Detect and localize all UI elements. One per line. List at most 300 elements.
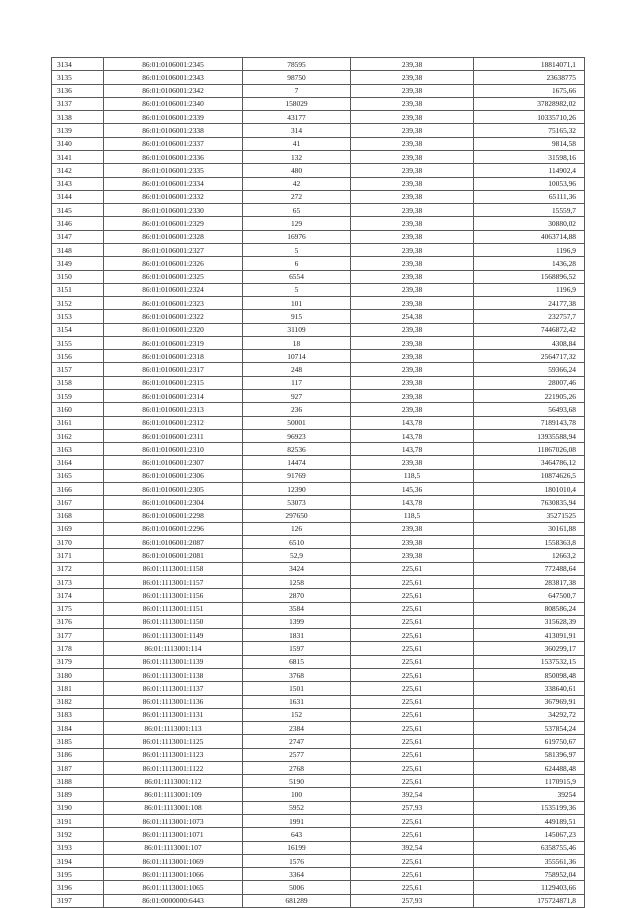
area-cell: 1597 <box>243 642 351 655</box>
area-cell: 152 <box>243 708 351 721</box>
cadastral-number-cell: 86:01:0106001:2325 <box>104 270 243 283</box>
area-cell: 3768 <box>243 668 351 681</box>
area-cell: 1831 <box>243 629 351 642</box>
cadastral-value-cell: 59366,24 <box>474 363 585 376</box>
row-number-cell: 3135 <box>52 71 104 84</box>
rate-cell: 225,61 <box>351 735 474 748</box>
row-number-cell: 3139 <box>52 124 104 137</box>
table-row <box>52 828 585 841</box>
table-row <box>52 124 585 137</box>
cadastral-number-cell: 86:01:0106001:2319 <box>104 336 243 349</box>
cadastral-value-cell: 1801010,4 <box>474 483 585 496</box>
cadastral-number-cell: 86:01:1113001:1138 <box>104 668 243 681</box>
rate-cell: 225,61 <box>351 615 474 628</box>
cadastral-value-cell: 10335710,26 <box>474 111 585 124</box>
table-row <box>52 350 585 363</box>
cadastral-number-cell: 86:01:0106001:2320 <box>104 323 243 336</box>
cadastral-value-cell: 355561,36 <box>474 854 585 867</box>
area-cell: 2577 <box>243 748 351 761</box>
rate-cell: 225,61 <box>351 589 474 602</box>
row-number-cell: 3191 <box>52 815 104 828</box>
table-row <box>52 602 585 615</box>
table-row <box>52 761 585 774</box>
area-cell: 117 <box>243 376 351 389</box>
area-cell: 1991 <box>243 815 351 828</box>
row-number-cell: 3158 <box>52 376 104 389</box>
cadastral-value-cell: 1675,66 <box>474 84 585 97</box>
rate-cell: 239,38 <box>351 283 474 296</box>
area-cell: 96923 <box>243 429 351 442</box>
area-cell: 100 <box>243 788 351 801</box>
rate-cell: 254,38 <box>351 310 474 323</box>
cadastral-value-cell: 37828982,02 <box>474 97 585 110</box>
rate-cell: 225,61 <box>351 854 474 867</box>
cadastral-number-cell: 86:01:0106001:2337 <box>104 137 243 150</box>
table-row <box>52 190 585 203</box>
table-row <box>52 376 585 389</box>
rate-cell: 239,38 <box>351 522 474 535</box>
table-row <box>52 164 585 177</box>
rate-cell: 239,38 <box>351 111 474 124</box>
rate-cell: 239,38 <box>351 456 474 469</box>
cadastral-value-cell: 1170915,9 <box>474 775 585 788</box>
row-number-cell: 3197 <box>52 894 104 907</box>
table-row <box>52 310 585 323</box>
cadastral-number-cell: 86:01:1113001:1131 <box>104 708 243 721</box>
area-cell: 1399 <box>243 615 351 628</box>
row-number-cell: 3187 <box>52 761 104 774</box>
area-cell: 2384 <box>243 722 351 735</box>
cadastral-value-cell: 24177,38 <box>474 297 585 310</box>
row-number-cell: 3180 <box>52 668 104 681</box>
rate-cell: 225,61 <box>351 815 474 828</box>
area-cell: 78595 <box>243 58 351 71</box>
cadastral-value-cell: 39254 <box>474 788 585 801</box>
row-number-cell: 3169 <box>52 522 104 535</box>
rate-cell: 239,38 <box>351 297 474 310</box>
cadastral-number-cell: 86:01:1113001:1149 <box>104 629 243 642</box>
area-cell: 16976 <box>243 230 351 243</box>
cadastral-number-cell: 86:01:0106001:2322 <box>104 310 243 323</box>
table-row <box>52 642 585 655</box>
table-row <box>52 522 585 535</box>
area-cell: 480 <box>243 164 351 177</box>
table-row <box>52 868 585 881</box>
cadastral-number-cell: 86:01:0106001:2345 <box>104 58 243 71</box>
row-number-cell: 3159 <box>52 390 104 403</box>
cadastral-value-cell: 647500,7 <box>474 589 585 602</box>
area-cell: 1501 <box>243 682 351 695</box>
cadastral-number-cell: 86:01:0106001:2304 <box>104 496 243 509</box>
cadastral-value-cell: 35271525 <box>474 509 585 522</box>
table-row <box>52 788 585 801</box>
table-row <box>52 775 585 788</box>
area-cell: 927 <box>243 390 351 403</box>
row-number-cell: 3183 <box>52 708 104 721</box>
cadastral-value-cell: 221905,26 <box>474 390 585 403</box>
cadastral-value-cell: 7446872,42 <box>474 323 585 336</box>
table-row <box>52 204 585 217</box>
cadastral-value-cell: 619750,67 <box>474 735 585 748</box>
table-row <box>52 336 585 349</box>
table-row <box>52 429 585 442</box>
cadastral-number-cell: 86:01:1113001:1123 <box>104 748 243 761</box>
area-cell: 82536 <box>243 443 351 456</box>
area-cell: 41 <box>243 137 351 150</box>
cadastral-number-cell: 86:01:1113001:1150 <box>104 615 243 628</box>
rate-cell: 239,38 <box>351 363 474 376</box>
cadastral-value-table <box>51 57 585 908</box>
row-number-cell: 3175 <box>52 602 104 615</box>
row-number-cell: 3154 <box>52 323 104 336</box>
row-number-cell: 3162 <box>52 429 104 442</box>
cadastral-value-cell: 624488,48 <box>474 761 585 774</box>
row-number-cell: 3138 <box>52 111 104 124</box>
area-cell: 158029 <box>243 97 351 110</box>
rate-cell: 225,61 <box>351 708 474 721</box>
cadastral-number-cell: 86:01:0106001:2298 <box>104 509 243 522</box>
cadastral-number-cell: 86:01:0106001:2329 <box>104 217 243 230</box>
area-cell: 14474 <box>243 456 351 469</box>
row-number-cell: 3179 <box>52 655 104 668</box>
row-number-cell: 3164 <box>52 456 104 469</box>
area-cell: 236 <box>243 403 351 416</box>
area-cell: 65 <box>243 204 351 217</box>
cadastral-number-cell: 86:01:1113001:112 <box>104 775 243 788</box>
rate-cell: 118,5 <box>351 469 474 482</box>
cadastral-number-cell: 86:01:0106001:2327 <box>104 243 243 256</box>
rate-cell: 239,38 <box>351 71 474 84</box>
row-number-cell: 3172 <box>52 562 104 575</box>
cadastral-value-cell: 4308,84 <box>474 336 585 349</box>
table-row <box>52 443 585 456</box>
cadastral-value-cell: 10874626,5 <box>474 469 585 482</box>
cadastral-value-cell: 145067,23 <box>474 828 585 841</box>
cadastral-number-cell: 86:01:0106001:2328 <box>104 230 243 243</box>
cadastral-number-cell: 86:01:1113001:1125 <box>104 735 243 748</box>
cadastral-number-cell: 86:01:1113001:1122 <box>104 761 243 774</box>
cadastral-number-cell: 86:01:0106001:2312 <box>104 416 243 429</box>
rate-cell: 225,61 <box>351 642 474 655</box>
area-cell: 3424 <box>243 562 351 575</box>
cadastral-value-cell: 15559,7 <box>474 204 585 217</box>
cadastral-value-cell: 28007,46 <box>474 376 585 389</box>
cadastral-value-cell: 6358755,46 <box>474 841 585 854</box>
area-cell: 52,9 <box>243 549 351 562</box>
cadastral-number-cell: 86:01:1113001:1157 <box>104 575 243 588</box>
row-number-cell: 3161 <box>52 416 104 429</box>
rate-cell: 239,38 <box>351 549 474 562</box>
row-number-cell: 3137 <box>52 97 104 110</box>
table-row <box>52 416 585 429</box>
cadastral-number-cell: 86:01:0106001:2336 <box>104 150 243 163</box>
cadastral-number-cell: 86:01:1113001:1136 <box>104 695 243 708</box>
area-cell: 1631 <box>243 695 351 708</box>
cadastral-number-cell: 86:01:0106001:2342 <box>104 84 243 97</box>
table-row <box>52 615 585 628</box>
rate-cell: 143,78 <box>351 443 474 456</box>
rate-cell: 225,61 <box>351 828 474 841</box>
row-number-cell: 3174 <box>52 589 104 602</box>
row-number-cell: 3177 <box>52 629 104 642</box>
row-number-cell: 3147 <box>52 230 104 243</box>
row-number-cell: 3195 <box>52 868 104 881</box>
table-row <box>52 230 585 243</box>
area-cell: 3364 <box>243 868 351 881</box>
area-cell: 6815 <box>243 655 351 668</box>
rate-cell: 239,38 <box>351 58 474 71</box>
row-number-cell: 3150 <box>52 270 104 283</box>
area-cell: 5952 <box>243 801 351 814</box>
cadastral-number-cell: 86:01:1113001:1066 <box>104 868 243 881</box>
cadastral-number-cell: 86:01:0106001:2315 <box>104 376 243 389</box>
rate-cell: 225,61 <box>351 682 474 695</box>
row-number-cell: 3145 <box>52 204 104 217</box>
cadastral-value-cell: 1568896,52 <box>474 270 585 283</box>
rate-cell: 239,38 <box>351 177 474 190</box>
rate-cell: 225,61 <box>351 655 474 668</box>
area-cell: 129 <box>243 217 351 230</box>
row-number-cell: 3182 <box>52 695 104 708</box>
table-row <box>52 84 585 97</box>
cadastral-value-cell: 114902,4 <box>474 164 585 177</box>
cadastral-value-cell: 413091,91 <box>474 629 585 642</box>
cadastral-value-cell: 23638775 <box>474 71 585 84</box>
table-row <box>52 469 585 482</box>
cadastral-number-cell: 86:01:1113001:1071 <box>104 828 243 841</box>
table-row <box>52 177 585 190</box>
area-cell: 272 <box>243 190 351 203</box>
cadastral-number-cell: 86:01:1113001:114 <box>104 642 243 655</box>
cadastral-number-cell: 86:01:0106001:2317 <box>104 363 243 376</box>
cadastral-number-cell: 86:01:0106001:2338 <box>104 124 243 137</box>
area-cell: 101 <box>243 297 351 310</box>
table-row <box>52 483 585 496</box>
cadastral-value-cell: 13935588,94 <box>474 429 585 442</box>
cadastral-value-cell: 772488,64 <box>474 562 585 575</box>
cadastral-value-cell: 1196,9 <box>474 243 585 256</box>
area-cell: 53073 <box>243 496 351 509</box>
cadastral-number-cell: 86:01:0106001:2313 <box>104 403 243 416</box>
rate-cell: 225,61 <box>351 562 474 575</box>
cadastral-value-cell: 31598,16 <box>474 150 585 163</box>
row-number-cell: 3189 <box>52 788 104 801</box>
row-number-cell: 3194 <box>52 854 104 867</box>
rate-cell: 239,38 <box>351 403 474 416</box>
rate-cell: 392,54 <box>351 788 474 801</box>
row-number-cell: 3170 <box>52 536 104 549</box>
area-cell: 6554 <box>243 270 351 283</box>
table-row <box>52 496 585 509</box>
area-cell: 681289 <box>243 894 351 907</box>
cadastral-number-cell: 86:01:1113001:1065 <box>104 881 243 894</box>
cadastral-value-cell: 315628,39 <box>474 615 585 628</box>
cadastral-number-cell: 86:01:0106001:2324 <box>104 283 243 296</box>
area-cell: 12390 <box>243 483 351 496</box>
row-number-cell: 3160 <box>52 403 104 416</box>
row-number-cell: 3193 <box>52 841 104 854</box>
cadastral-number-cell: 86:01:0106001:2087 <box>104 536 243 549</box>
cadastral-value-cell: 34292,72 <box>474 708 585 721</box>
table-row <box>52 894 585 907</box>
cadastral-number-cell: 86:01:0106001:2314 <box>104 390 243 403</box>
cadastral-number-cell: 86:01:0106001:2335 <box>104 164 243 177</box>
rate-cell: 239,38 <box>351 270 474 283</box>
cadastral-number-cell: 86:01:0106001:2332 <box>104 190 243 203</box>
rate-cell: 239,38 <box>351 97 474 110</box>
area-cell: 3584 <box>243 602 351 615</box>
table-row <box>52 589 585 602</box>
cadastral-value-cell: 449189,51 <box>474 815 585 828</box>
row-number-cell: 3156 <box>52 350 104 363</box>
area-cell: 43177 <box>243 111 351 124</box>
area-cell: 2870 <box>243 589 351 602</box>
cadastral-value-cell: 30161,88 <box>474 522 585 535</box>
table-row <box>52 735 585 748</box>
rate-cell: 145,36 <box>351 483 474 496</box>
row-number-cell: 3176 <box>52 615 104 628</box>
table-row <box>52 815 585 828</box>
table-row <box>52 722 585 735</box>
cadastral-value-cell: 7630835,94 <box>474 496 585 509</box>
area-cell: 5006 <box>243 881 351 894</box>
area-cell: 126 <box>243 522 351 535</box>
cadastral-number-cell: 86:01:0106001:2326 <box>104 257 243 270</box>
area-cell: 91769 <box>243 469 351 482</box>
cadastral-number-cell: 86:01:0106001:2081 <box>104 549 243 562</box>
row-number-cell: 3153 <box>52 310 104 323</box>
rate-cell: 239,38 <box>351 150 474 163</box>
table-row <box>52 456 585 469</box>
cadastral-value-cell: 3464786,12 <box>474 456 585 469</box>
rate-cell: 392,54 <box>351 841 474 854</box>
rate-cell: 239,38 <box>351 204 474 217</box>
cadastral-value-cell: 175724871,8 <box>474 894 585 907</box>
rate-cell: 225,61 <box>351 722 474 735</box>
cadastral-value-cell: 4063714,88 <box>474 230 585 243</box>
area-cell: 915 <box>243 310 351 323</box>
area-cell: 1258 <box>243 575 351 588</box>
row-number-cell: 3188 <box>52 775 104 788</box>
row-number-cell: 3192 <box>52 828 104 841</box>
area-cell: 7 <box>243 84 351 97</box>
row-number-cell: 3146 <box>52 217 104 230</box>
cadastral-number-cell: 86:01:1113001:1151 <box>104 602 243 615</box>
cadastral-value-cell: 10053,96 <box>474 177 585 190</box>
cadastral-number-cell: 86:01:0106001:2306 <box>104 469 243 482</box>
cadastral-number-cell: 86:01:1113001:1073 <box>104 815 243 828</box>
table-row <box>52 536 585 549</box>
rate-cell: 225,61 <box>351 602 474 615</box>
table-row <box>52 257 585 270</box>
cadastral-value-cell: 7189143,78 <box>474 416 585 429</box>
area-cell: 2768 <box>243 761 351 774</box>
area-cell: 132 <box>243 150 351 163</box>
cadastral-value-cell: 65111,36 <box>474 190 585 203</box>
rate-cell: 239,38 <box>351 137 474 150</box>
table-row <box>52 668 585 681</box>
rate-cell: 225,61 <box>351 775 474 788</box>
row-number-cell: 3178 <box>52 642 104 655</box>
table-row <box>52 549 585 562</box>
table-row <box>52 682 585 695</box>
table-row <box>52 137 585 150</box>
rate-cell: 225,61 <box>351 668 474 681</box>
cadastral-number-cell: 86:01:0106001:2318 <box>104 350 243 363</box>
rate-cell: 143,78 <box>351 416 474 429</box>
cadastral-value-cell: 12663,2 <box>474 549 585 562</box>
cadastral-number-cell: 86:01:1113001:113 <box>104 722 243 735</box>
cadastral-number-cell: 86:01:1113001:1156 <box>104 589 243 602</box>
table-row <box>52 363 585 376</box>
rate-cell: 118,5 <box>351 509 474 522</box>
cadastral-number-cell: 86:01:1113001:1158 <box>104 562 243 575</box>
rate-cell: 239,38 <box>351 323 474 336</box>
rate-cell: 225,61 <box>351 761 474 774</box>
row-number-cell: 3166 <box>52 483 104 496</box>
area-cell: 98750 <box>243 71 351 84</box>
rate-cell: 257,93 <box>351 894 474 907</box>
cadastral-number-cell: 86:01:0106001:2340 <box>104 97 243 110</box>
rate-cell: 239,38 <box>351 350 474 363</box>
table-row <box>52 283 585 296</box>
table-row <box>52 854 585 867</box>
cadastral-number-cell: 86:01:0106001:2311 <box>104 429 243 442</box>
cadastral-value-cell: 338640,61 <box>474 682 585 695</box>
table-row <box>52 150 585 163</box>
cadastral-number-cell: 86:01:0106001:2334 <box>104 177 243 190</box>
rate-cell: 239,38 <box>351 164 474 177</box>
cadastral-value-cell: 1535199,36 <box>474 801 585 814</box>
cadastral-value-cell: 581396,97 <box>474 748 585 761</box>
cadastral-value-cell: 1196,9 <box>474 283 585 296</box>
cadastral-value-cell: 1129403,66 <box>474 881 585 894</box>
cadastral-value-cell: 283817,38 <box>474 575 585 588</box>
table-row <box>52 695 585 708</box>
table-row <box>52 390 585 403</box>
cadastral-number-cell: 86:01:0106001:2330 <box>104 204 243 217</box>
rate-cell: 239,38 <box>351 124 474 137</box>
cadastral-number-cell: 86:01:1113001:108 <box>104 801 243 814</box>
area-cell: 16199 <box>243 841 351 854</box>
cadastral-number-cell: 86:01:1113001:1137 <box>104 682 243 695</box>
cadastral-number-cell: 86:01:1113001:107 <box>104 841 243 854</box>
cadastral-value-cell: 850098,48 <box>474 668 585 681</box>
rate-cell: 239,38 <box>351 217 474 230</box>
table-row <box>52 270 585 283</box>
area-cell: 248 <box>243 363 351 376</box>
row-number-cell: 3144 <box>52 190 104 203</box>
rate-cell: 225,61 <box>351 881 474 894</box>
cadastral-value-cell: 367969,91 <box>474 695 585 708</box>
rate-cell: 225,61 <box>351 695 474 708</box>
table-row <box>52 562 585 575</box>
area-cell: 6510 <box>243 536 351 549</box>
table-row <box>52 748 585 761</box>
area-cell: 2747 <box>243 735 351 748</box>
table-row <box>52 97 585 110</box>
cadastral-value-cell: 758952,04 <box>474 868 585 881</box>
row-number-cell: 3155 <box>52 336 104 349</box>
area-cell: 5 <box>243 283 351 296</box>
row-number-cell: 3142 <box>52 164 104 177</box>
row-number-cell: 3181 <box>52 682 104 695</box>
table-row <box>52 801 585 814</box>
area-cell: 643 <box>243 828 351 841</box>
row-number-cell: 3185 <box>52 735 104 748</box>
cadastral-value-cell: 232757,7 <box>474 310 585 323</box>
row-number-cell: 3173 <box>52 575 104 588</box>
